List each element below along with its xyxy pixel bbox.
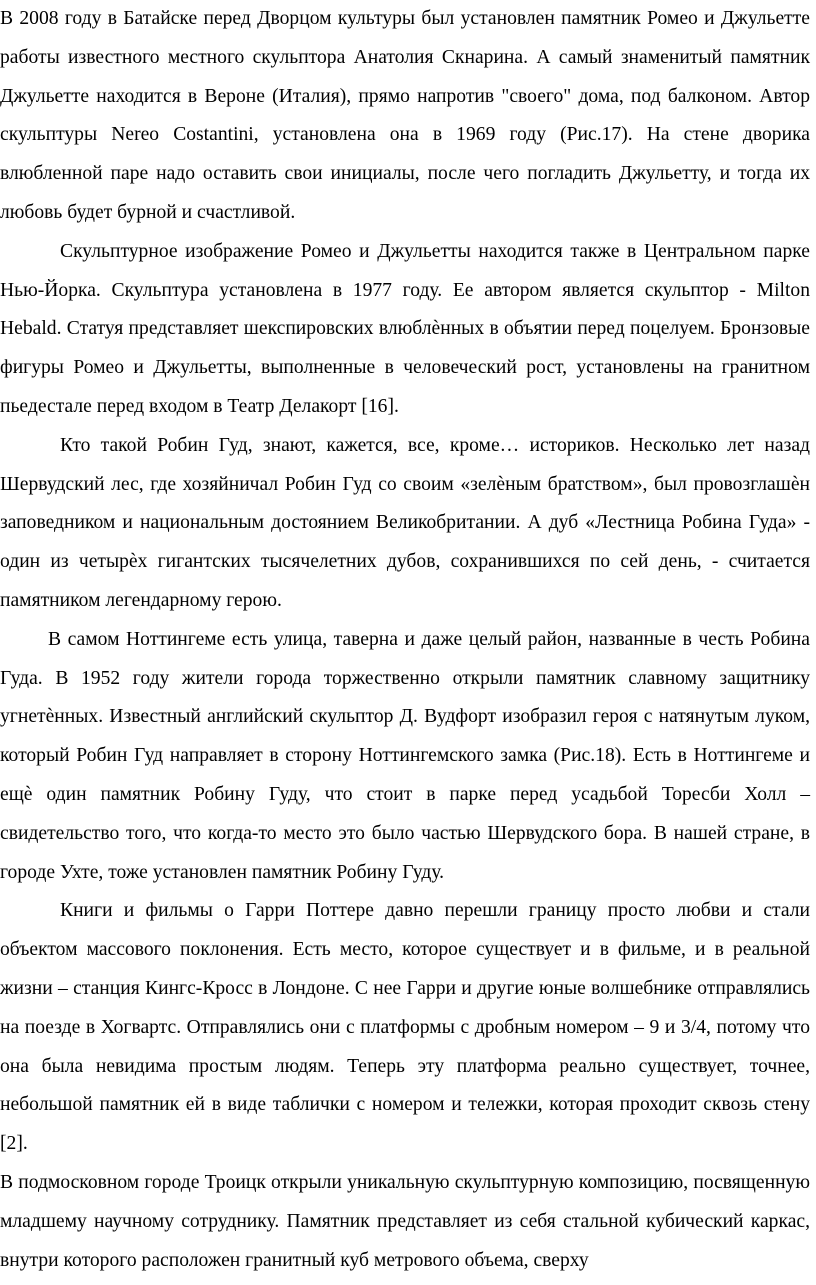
paragraph-harry-potter: Книги и фильмы о Гарри Поттере давно перешли границу просто любви и стали объектом массового поклонения. Есть место, которое существует и в фильме, и в реальной жизни – станция Кингс-Кросс в Лондоне. С нее Гарри и другие юные волшебнике отправлялись на поезде в Хогвартс. Отправлялись они с платформы с дробным номером – 9 и 3/4, потому что она была невидима простым людям. Теперь эту платформа реально существует, точнее, небольшой памятник ей в виде таблички с номером и тележки, которая проходит сквозь стену [2].: [0, 900, 810, 1155]
paragraph-robin-hood-sherwood: Кто такой Робин Гуд, знают, кажется, все, кроме… историков. Несколько лет назад Шервудский лес, где хозяйничал Робин Гуд со своим «зелѐным братством», был провозглашѐн заповедником и национальным достоянием Великобритании. А дуб «Лестница Робина Гуда» - один из четырѐх гигантских тысячелетних дубов, сохранившихся по сей день, - считается памятником легендарному герою.: [0, 434, 810, 611]
paragraph-troitsk: В подмосковном городе Троицк открыли уникальную скульптурную композицию, посвященную младшему научному сотруднику. Памятник представляет из себя стальной кубический каркас, внутри которого расположен гранитный куб метрового объема, сверху: [0, 1171, 810, 1271]
paragraph-central-park: Скульптурное изображение Ромео и Джульетты находится также в Центральном парке Нью-Йорка. Скульптура установлена в 1977 году. Ее автором является скульптор - Milton Hebald. Статуя представляет шекспировских влюблѐнных в объятии перед поцелуем. Бронзовые фигуры Ромео и Джульетты, выполненные в человеческий рост, установлены на гранитном пьедестале перед входом в Театр Делакорт [16].: [0, 240, 810, 417]
paragraph-batajsk-romeo-juliet: В 2008 году в Батайске перед Дворцом культуры был установлен памятник Ромео и Джульетте работы известного местного скульптора Анатолия Скнарина. А самый знаменитый памятник Джульетте находится в Вероне (Италия), прямо напротив "своего" дома, под балконом. Автор скульптуры Nereo Costantini, установлена она в 1969 году (Рис.17). На стене дворика влюбленной паре надо оставить свои инициалы, после чего погладить Джульетту, и тогда их любовь будет бурной и счастливой.: [0, 8, 810, 223]
paragraph-nottingham: В самом Ноттингеме есть улица, таверна и даже целый район, названные в честь Робина Гуда. В 1952 году жители города торжественно открыли памятник славному защитнику угнетѐнных. Известный английский скульптор Д. Вудфорт изобразил героя с натянутым луком, который Робин Гуд направляет в сторону Ноттингемского замка (Рис.18). Есть в Ноттингеме и ещѐ один памятник Робину Гуду, что стоит в парке перед усадьбой Торесби Холл – свидетельство того, что когда-то место это было частью Шервудского бора. В нашей стране, в городе Ухте, тоже установлен памятник Робину Гуду.: [0, 628, 810, 883]
